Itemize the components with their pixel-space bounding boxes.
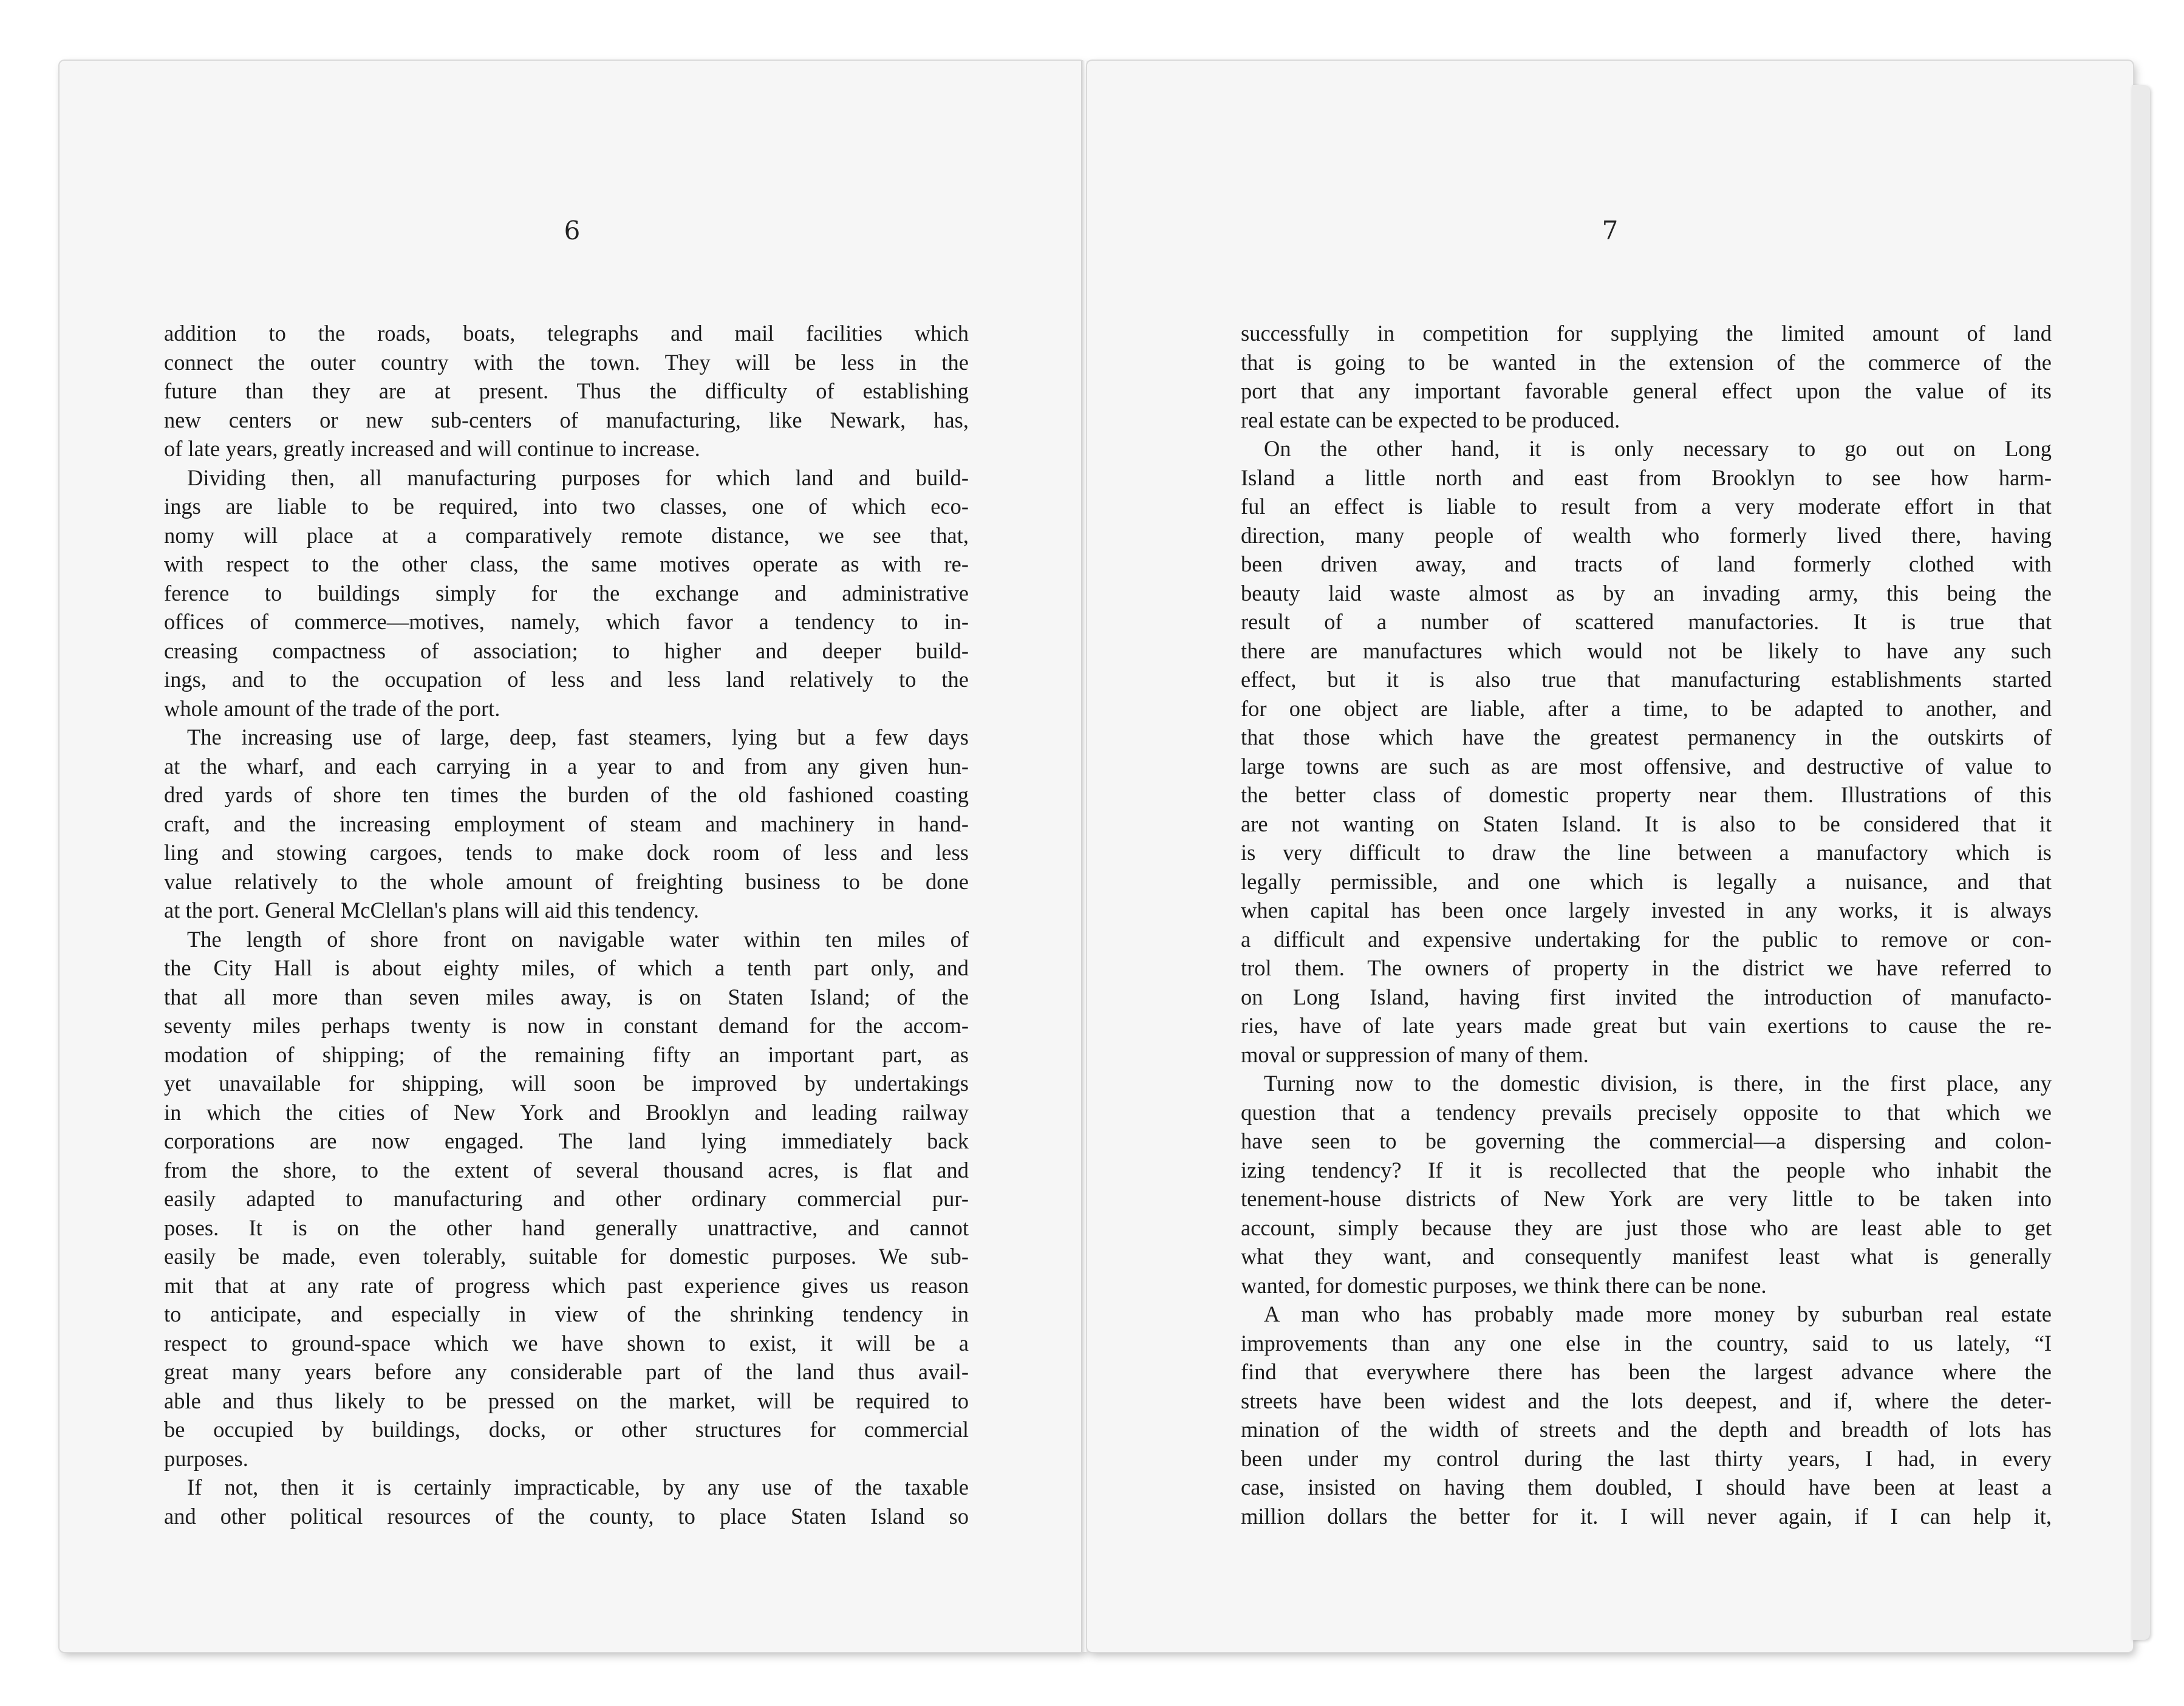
text-line: connect the outer country with the town. They will be less in the: [164, 349, 969, 375]
text-line: with respect to the other class, the same motives operate as with re-: [164, 551, 969, 576]
left-page: [60, 61, 1085, 1652]
text-line: great many years before any considerable part of the land thus avail-: [164, 1359, 969, 1384]
text-line: real estate can be expected to be produced.: [1241, 407, 1620, 432]
text-line: case, insisted on having them doubled, I should have been at least a: [1241, 1475, 2052, 1500]
page-number-right: 7: [1602, 216, 1619, 245]
text-line: at the port. General McClellan's plans will aid this tendency.: [164, 898, 699, 923]
text-line: easily be made, even tolerably, suitable for domestic purposes. We sub-: [164, 1244, 969, 1269]
text-line: value relatively to the whole amount of freighting business to be done: [164, 868, 969, 894]
text-line: on Long Island, having first invited the introduction of manufacto-: [1241, 984, 2052, 1009]
text-line: whole amount of the trade of the port.: [164, 695, 500, 721]
text-line: from the shore, to the extent of several thousand acres, is flat and: [164, 1157, 969, 1182]
text-line: wanted, for domestic purposes, we think there can be none.: [1241, 1272, 1767, 1298]
text-line: have seen to be governing the commercial—a dispersing and colon-: [1241, 1128, 2052, 1153]
text-line: izing tendency? If it is recollected that the people who inhabit the: [1241, 1157, 2052, 1182]
text-line: Island a little north and east from Brooklyn to see how harm-: [1241, 465, 2052, 490]
text-line: ling and stowing cargoes, tends to make dock room of less and less: [164, 840, 969, 865]
text-line: streets have been widest and the lots deepest, and if, where the deter-: [1241, 1388, 2052, 1413]
text-line: that is going to be wanted in the extension of the commerce of the: [1241, 349, 2052, 375]
text-line: are not wanting on Staten Island. It is also to be considered that it: [1241, 811, 2052, 836]
text-line: is very difficult to draw the line between a manufactory which is: [1241, 840, 2052, 865]
text-line: corporations are now engaged. The land lying immediately back: [164, 1128, 969, 1153]
text-line: for one object are liable, after a time, to be adapted to another, and: [1241, 695, 2052, 721]
text-line: Dividing then, all manufacturing purposes for which land and build-: [187, 465, 969, 490]
text-line: ful an effect is liable to result from a very moderate effort in that: [1241, 494, 2052, 519]
text-line: port that any important favorable general effect upon the value of its: [1241, 378, 2052, 403]
text-line: If not, then it is certainly impracticable, by any use of the taxable: [187, 1475, 969, 1500]
text-line: ings are liable to be required, into two classes, one of which eco-: [164, 494, 969, 519]
text-line: the better class of domestic property near them. Illustrations of this: [1241, 782, 2052, 807]
text-line: tenement-house districts of New York are very little to be taken into: [1241, 1186, 2052, 1211]
text-line: trol them. The owners of property in the district we have referred to: [1241, 955, 2052, 980]
text-line: ference to buildings simply for the exchange and administrative: [164, 580, 969, 606]
text-line: account, simply because they are just those who are least able to get: [1241, 1215, 2052, 1240]
text-line: dred yards of shore ten times the burden of the old fashioned coasting: [164, 782, 969, 807]
text-line: ries, have of late years made great but vain exertions to cause the re-: [1241, 1013, 2052, 1038]
page-number-left: 6: [564, 216, 581, 245]
text-line: effect, but it is also true that manufacturing establishments started: [1241, 667, 2052, 692]
text-line: been under my control during the last thirty years, I had, in every: [1241, 1445, 2052, 1471]
text-line: and other political resources of the county, to place Staten Island so: [164, 1503, 969, 1529]
text-line: result of a number of scattered manufactories. It is true that: [1241, 609, 2052, 634]
text-line: nomy will place at a comparatively remote distance, we see that,: [164, 522, 969, 548]
text-line: beauty laid waste almost as by an invading army, this being the: [1241, 580, 2052, 606]
text-line: question that a tendency prevails precisely opposite to that which we: [1241, 1099, 2052, 1125]
text-line: poses. It is on the other hand generally unattractive, and cannot: [164, 1215, 969, 1240]
text-line: mit that at any rate of progress which past experience gives us reason: [164, 1272, 969, 1298]
text-line: to anticipate, and especially in view of the shrinking tendency in: [164, 1302, 969, 1326]
text-line: that those which have the greatest permanency in the outskirts of: [1241, 725, 2052, 749]
text-line: improvements than any one else in the country, said to us lately, “I: [1241, 1330, 2052, 1356]
text-line: modation of shipping; of the remaining fifty an important part, as: [164, 1042, 969, 1067]
text-line: what they want, and consequently manifest least what is generally: [1241, 1244, 2052, 1269]
text-line: Turning now to the domestic division, is there, in the first place, any: [1264, 1071, 2052, 1096]
text-line: future than they are at present. Thus the difficulty of establishing: [164, 378, 969, 403]
text-line: find that everywhere there has been the largest advance where the: [1241, 1359, 2052, 1384]
text-line: craft, and the increasing employment of steam and machinery in hand-: [164, 811, 969, 836]
text-line: able and thus likely to be pressed on the market, will be required to: [164, 1388, 969, 1413]
text-line: successfully in competition for supplying the limited amount of land: [1241, 321, 2052, 346]
text-line: easily adapted to manufacturing and other ordinary commercial pur-: [164, 1186, 969, 1211]
text-line: seventy miles perhaps twenty is now in constant demand for the accom-: [164, 1013, 969, 1038]
text-line: respect to ground-space which we have shown to exist, it will be a: [164, 1330, 969, 1356]
text-line: in which the cities of New York and Brooklyn and leading railway: [164, 1099, 969, 1125]
text-line: at the wharf, and each carrying in a year to and from any given hun-: [164, 753, 969, 779]
text-line: million dollars the better for it. I will never again, if I can help it,: [1241, 1503, 2052, 1529]
text-line: yet unavailable for shipping, will soon be improved by undertakings: [164, 1071, 969, 1096]
text-line: offices of commerce—motives, namely, which favor a tendency to in-: [164, 609, 969, 634]
right-page-text: [1241, 319, 2052, 1530]
text-line: large towns are such as are most offensive, and destructive of value to: [1241, 753, 2052, 779]
text-line: mination of the width of streets and the depth and breadth of lots has: [1241, 1417, 2052, 1442]
text-line: On the other hand, it is only necessary to go out on Long: [1264, 436, 2052, 461]
text-line: the City Hall is about eighty miles, of which a tenth part only, and: [164, 955, 969, 980]
text-line: when capital has been once largely invested in any works, it is always: [1241, 898, 2052, 923]
text-line: that all more than seven miles away, is on Staten Island; of the: [164, 984, 969, 1009]
text-line: moval or suppression of many of them.: [1241, 1042, 1589, 1067]
text-line: purposes.: [164, 1445, 248, 1471]
text-line: of late years, greatly increased and will continue to increase.: [164, 436, 700, 461]
text-line: A man who has probably made more money by suburban real estate: [1264, 1302, 2052, 1326]
text-line: The length of shore front on navigable water within ten miles of: [187, 926, 969, 952]
text-line: ings, and to the occupation of less and less land relatively to the: [164, 667, 969, 692]
text-line: there are manufactures which would not be likely to have any such: [1241, 638, 2052, 663]
left-page-text: [164, 319, 969, 1530]
text-line: direction, many people of wealth who formerly lived there, having: [1241, 522, 2052, 548]
text-line: creasing compactness of association; to higher and deeper build-: [164, 638, 969, 663]
text-line: a difficult and expensive undertaking for the public to remove or con-: [1241, 926, 2052, 952]
right-page: [1087, 61, 2133, 1652]
text-line: new centers or new sub-centers of manufacturing, like Newark, has,: [164, 407, 969, 432]
text-line: be occupied by buildings, docks, or other structures for commercial: [164, 1417, 969, 1442]
text-line: The increasing use of large, deep, fast steamers, lying but a few days: [187, 725, 969, 749]
text-line: legally permissible, and one which is legally a nuisance, and that: [1241, 868, 2052, 894]
text-line: addition to the roads, boats, telegraphs and mail facilities which: [164, 321, 969, 346]
text-line: been driven away, and tracts of land formerly clothed with: [1241, 551, 2052, 576]
